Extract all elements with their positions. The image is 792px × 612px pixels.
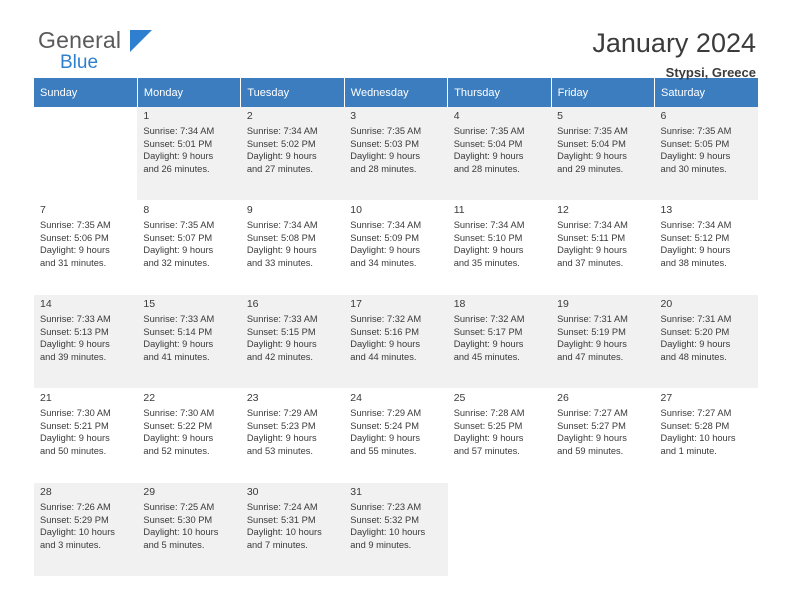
day-sunrise: Sunrise: 7:31 AM — [557, 314, 628, 324]
day-number: 29 — [143, 486, 156, 498]
logo-text-blue: Blue — [60, 52, 99, 73]
weekday-header-sunday: Sunday — [34, 78, 137, 107]
calendar-day-cell[interactable] — [344, 295, 447, 389]
day-sunset: Sunset: 5:28 PM — [660, 420, 730, 431]
day-daylight2: and 53 minutes. — [246, 445, 313, 456]
day-daylight2: and 30 minutes. — [660, 163, 727, 174]
calendar-day-cell[interactable] — [448, 295, 551, 389]
day-daylight1: Daylight: 9 hours — [246, 433, 317, 444]
day-number: 7 — [40, 204, 46, 216]
day-sunrise: Sunrise: 7:35 AM — [557, 126, 628, 136]
day-sunset: Sunset: 5:14 PM — [143, 326, 213, 337]
day-number: 12 — [557, 204, 569, 216]
day-sunrise: Sunrise: 7:33 AM — [40, 314, 111, 324]
day-daylight1: Daylight: 9 hours — [557, 433, 627, 444]
calendar-day-cell[interactable] — [655, 107, 758, 201]
day-sunrise: Sunrise: 7:34 AM — [246, 220, 318, 230]
day-daylight1: Daylight: 9 hours — [143, 151, 214, 162]
day-sunrise: Sunrise: 7:34 AM — [246, 126, 318, 136]
calendar-day-cell[interactable] — [655, 295, 758, 389]
day-daylight2: and 44 minutes. — [350, 351, 417, 362]
day-sunset: Sunset: 5:16 PM — [350, 326, 419, 337]
day-daylight2: and 9 minutes. — [350, 539, 412, 550]
day-sunrise: Sunrise: 7:32 AM — [453, 314, 525, 324]
day-sunrise: Sunrise: 7:30 AM — [40, 408, 111, 418]
day-number: 19 — [557, 298, 569, 310]
day-daylight2: and 38 minutes. — [660, 257, 727, 268]
day-number: 24 — [350, 392, 362, 404]
day-daylight2: and 26 minutes. — [143, 163, 210, 174]
calendar-cell-empty — [448, 483, 551, 577]
day-sunset: Sunset: 5:04 PM — [557, 138, 626, 149]
day-daylight1: Daylight: 9 hours — [453, 151, 524, 162]
day-sunrise: Sunrise: 7:34 AM — [453, 220, 525, 230]
day-number: 3 — [350, 110, 357, 122]
day-daylight2: and 3 minutes. — [40, 539, 101, 550]
day-sunrise: Sunrise: 7:28 AM — [453, 408, 525, 418]
calendar-day-cell[interactable] — [241, 295, 344, 389]
day-sunset: Sunset: 5:09 PM — [350, 232, 419, 243]
day-sunset: Sunset: 5:13 PM — [40, 326, 109, 337]
day-daylight1: Daylight: 9 hours — [453, 245, 524, 256]
day-daylight1: Daylight: 10 hours — [350, 527, 426, 538]
logo — [34, 28, 238, 73]
day-daylight1: Daylight: 9 hours — [350, 433, 421, 444]
day-number: 10 — [350, 204, 362, 216]
calendar-week-row — [34, 201, 758, 295]
calendar-day-cell[interactable] — [655, 201, 758, 295]
day-daylight2: and 7 minutes. — [246, 539, 308, 550]
calendar-day-cell[interactable] — [137, 483, 240, 577]
calendar-week-row — [34, 389, 758, 483]
calendar-day-cell[interactable] — [34, 483, 137, 577]
day-daylight1: Daylight: 10 hours — [660, 433, 736, 444]
day-sunset: Sunset: 5:22 PM — [143, 420, 213, 431]
day-daylight2: and 28 minutes. — [453, 163, 520, 174]
day-sunset: Sunset: 5:07 PM — [143, 232, 213, 243]
day-sunrise: Sunrise: 7:23 AM — [350, 502, 422, 512]
day-sunrise: Sunrise: 7:35 AM — [40, 220, 111, 230]
day-daylight1: Daylight: 9 hours — [246, 339, 317, 350]
day-number: 5 — [557, 110, 563, 122]
day-daylight1: Daylight: 9 hours — [143, 245, 214, 256]
day-number: 15 — [143, 298, 156, 310]
day-daylight2: and 31 minutes. — [40, 257, 107, 268]
day-sunrise: Sunrise: 7:29 AM — [246, 408, 318, 418]
day-number: 26 — [557, 392, 569, 404]
calendar-cell-empty — [551, 483, 654, 577]
weekday-header-monday: Monday — [137, 78, 240, 107]
day-daylight1: Daylight: 9 hours — [660, 245, 731, 256]
day-number: 27 — [660, 392, 673, 404]
day-number: 25 — [453, 392, 466, 404]
day-sunset: Sunset: 5:27 PM — [557, 420, 626, 431]
day-daylight1: Daylight: 9 hours — [350, 339, 421, 350]
day-sunrise: Sunrise: 7:35 AM — [453, 126, 525, 136]
title-block — [592, 28, 758, 80]
day-daylight2: and 28 minutes. — [350, 163, 417, 174]
day-daylight1: Daylight: 9 hours — [40, 245, 110, 256]
weekday-header-thursday: Thursday — [448, 78, 551, 107]
day-daylight2: and 35 minutes. — [453, 257, 520, 268]
day-sunset: Sunset: 5:30 PM — [143, 514, 213, 525]
day-daylight2: and 5 minutes. — [143, 539, 205, 550]
day-sunrise: Sunrise: 7:35 AM — [143, 220, 215, 230]
calendar-day-cell[interactable] — [551, 201, 654, 295]
day-sunrise: Sunrise: 7:35 AM — [350, 126, 422, 136]
day-sunset: Sunset: 5:29 PM — [40, 514, 109, 525]
calendar-day-cell[interactable] — [241, 483, 344, 577]
day-number: 11 — [453, 204, 465, 216]
day-number: 6 — [660, 110, 667, 122]
day-number: 22 — [143, 392, 156, 404]
day-number: 20 — [660, 298, 673, 310]
day-number: 8 — [143, 204, 150, 216]
calendar-table — [34, 78, 758, 577]
day-number: 18 — [453, 298, 466, 310]
day-sunset: Sunset: 5:21 PM — [40, 420, 109, 431]
day-number: 23 — [246, 392, 259, 404]
day-sunset: Sunset: 5:20 PM — [660, 326, 730, 337]
day-daylight1: Daylight: 9 hours — [246, 245, 317, 256]
day-sunrise: Sunrise: 7:30 AM — [143, 408, 215, 418]
day-number: 9 — [246, 204, 253, 216]
day-sunrise: Sunrise: 7:25 AM — [143, 502, 215, 512]
calendar-day-cell[interactable] — [344, 483, 447, 577]
day-daylight2: and 45 minutes. — [453, 351, 520, 362]
day-sunset: Sunset: 5:12 PM — [660, 232, 730, 243]
calendar-day-cell[interactable] — [34, 201, 137, 295]
day-sunrise: Sunrise: 7:35 AM — [660, 126, 732, 136]
day-sunset: Sunset: 5:23 PM — [246, 420, 316, 431]
day-number: 31 — [350, 486, 362, 498]
weekday-header-wednesday: Wednesday — [344, 78, 447, 107]
day-daylight2: and 48 minutes. — [660, 351, 727, 362]
calendar-day-cell[interactable] — [34, 389, 137, 483]
day-daylight2: and 39 minutes. — [40, 351, 107, 362]
day-sunrise: Sunrise: 7:26 AM — [40, 502, 111, 512]
day-number: 13 — [660, 204, 673, 216]
day-daylight2: and 41 minutes. — [143, 351, 210, 362]
day-daylight1: Daylight: 10 hours — [143, 527, 219, 538]
day-daylight2: and 1 minute. — [660, 445, 717, 456]
calendar-day-cell[interactable] — [137, 295, 240, 389]
day-sunset: Sunset: 5:02 PM — [246, 138, 316, 149]
day-sunrise: Sunrise: 7:29 AM — [350, 408, 422, 418]
day-daylight2: and 27 minutes. — [246, 163, 313, 174]
calendar-day-cell[interactable] — [551, 295, 654, 389]
day-number: 2 — [246, 110, 253, 122]
day-daylight1: Daylight: 9 hours — [660, 339, 731, 350]
day-sunrise: Sunrise: 7:27 AM — [660, 408, 732, 418]
calendar-day-cell[interactable] — [551, 107, 654, 201]
day-number: 21 — [40, 392, 52, 404]
calendar-day-cell[interactable] — [137, 389, 240, 483]
day-daylight1: Daylight: 10 hours — [40, 527, 115, 538]
day-daylight2: and 33 minutes. — [246, 257, 313, 268]
day-daylight1: Daylight: 9 hours — [350, 151, 421, 162]
calendar-week-row — [34, 295, 758, 389]
day-daylight1: Daylight: 9 hours — [143, 339, 214, 350]
logo-triangle-icon — [130, 30, 152, 52]
day-daylight1: Daylight: 9 hours — [143, 433, 214, 444]
calendar-week-row — [34, 107, 758, 201]
day-daylight1: Daylight: 9 hours — [557, 151, 627, 162]
page-header — [34, 0, 758, 80]
calendar-day-cell[interactable] — [448, 201, 551, 295]
calendar-day-cell[interactable] — [137, 107, 240, 201]
day-sunset: Sunset: 5:25 PM — [453, 420, 523, 431]
calendar-day-cell[interactable] — [551, 389, 654, 483]
location-label: Stypsi, Greece — [665, 65, 756, 80]
day-sunset: Sunset: 5:11 PM — [557, 232, 626, 243]
calendar-week-row — [34, 483, 758, 577]
day-daylight2: and 59 minutes. — [557, 445, 624, 456]
weekday-header-friday: Friday — [551, 78, 654, 107]
day-number: 16 — [246, 298, 259, 310]
day-daylight1: Daylight: 9 hours — [660, 151, 731, 162]
day-sunset: Sunset: 5:24 PM — [350, 420, 419, 431]
day-sunset: Sunset: 5:03 PM — [350, 138, 419, 149]
day-daylight2: and 47 minutes. — [557, 351, 624, 362]
day-sunrise: Sunrise: 7:34 AM — [660, 220, 732, 230]
day-daylight2: and 29 minutes. — [557, 163, 624, 174]
day-daylight2: and 42 minutes. — [246, 351, 313, 362]
day-sunset: Sunset: 5:05 PM — [660, 138, 730, 149]
calendar-day-cell[interactable] — [241, 389, 344, 483]
day-number: 4 — [453, 110, 460, 122]
day-daylight2: and 52 minutes. — [143, 445, 210, 456]
day-daylight1: Daylight: 9 hours — [350, 245, 421, 256]
day-sunset: Sunset: 5:31 PM — [246, 514, 316, 525]
day-sunset: Sunset: 5:17 PM — [453, 326, 523, 337]
calendar-day-cell[interactable] — [344, 201, 447, 295]
calendar-day-cell[interactable] — [137, 201, 240, 295]
day-daylight2: and 34 minutes. — [350, 257, 417, 268]
calendar-day-cell[interactable] — [448, 389, 551, 483]
day-daylight2: and 37 minutes. — [557, 257, 624, 268]
day-daylight1: Daylight: 9 hours — [557, 339, 627, 350]
day-number: 30 — [246, 486, 259, 498]
day-sunset: Sunset: 5:19 PM — [557, 326, 626, 337]
calendar-day-cell[interactable] — [655, 389, 758, 483]
calendar-day-cell[interactable] — [344, 107, 447, 201]
day-daylight2: and 32 minutes. — [143, 257, 210, 268]
day-number: 14 — [40, 298, 52, 310]
calendar-day-cell[interactable] — [241, 201, 344, 295]
day-sunrise: Sunrise: 7:33 AM — [143, 314, 215, 324]
page-title: January 2024 — [592, 28, 756, 58]
calendar-cell-empty — [34, 107, 137, 201]
weekday-header-row — [34, 78, 758, 107]
calendar-day-cell[interactable] — [34, 295, 137, 389]
day-number: 1 — [143, 110, 150, 122]
day-sunset: Sunset: 5:08 PM — [246, 232, 316, 243]
day-sunset: Sunset: 5:06 PM — [40, 232, 109, 243]
day-sunrise: Sunrise: 7:34 AM — [143, 126, 215, 136]
day-sunrise: Sunrise: 7:31 AM — [660, 314, 732, 324]
day-daylight1: Daylight: 9 hours — [453, 339, 524, 350]
day-daylight1: Daylight: 9 hours — [246, 151, 317, 162]
day-sunset: Sunset: 5:01 PM — [143, 138, 213, 149]
day-daylight2: and 57 minutes. — [453, 445, 520, 456]
day-daylight1: Daylight: 9 hours — [40, 339, 110, 350]
weekday-header-tuesday: Tuesday — [241, 78, 344, 107]
day-daylight1: Daylight: 10 hours — [246, 527, 322, 538]
day-sunset: Sunset: 5:10 PM — [453, 232, 523, 243]
calendar-day-cell[interactable] — [344, 389, 447, 483]
day-sunrise: Sunrise: 7:34 AM — [350, 220, 422, 230]
day-sunset: Sunset: 5:15 PM — [246, 326, 316, 337]
logo-text-general: General — [38, 27, 122, 53]
day-sunrise: Sunrise: 7:27 AM — [557, 408, 628, 418]
day-sunrise: Sunrise: 7:24 AM — [246, 502, 318, 512]
day-sunrise: Sunrise: 7:32 AM — [350, 314, 422, 324]
day-sunset: Sunset: 5:04 PM — [453, 138, 523, 149]
calendar-day-cell[interactable] — [241, 107, 344, 201]
day-daylight2: and 50 minutes. — [40, 445, 107, 456]
day-sunset: Sunset: 5:32 PM — [350, 514, 419, 525]
calendar-day-cell[interactable] — [448, 107, 551, 201]
calendar-cell-empty — [655, 483, 758, 577]
day-daylight1: Daylight: 9 hours — [453, 433, 524, 444]
day-sunrise: Sunrise: 7:34 AM — [557, 220, 628, 230]
weekday-header-saturday: Saturday — [655, 78, 758, 107]
day-sunrise: Sunrise: 7:33 AM — [246, 314, 318, 324]
day-daylight1: Daylight: 9 hours — [557, 245, 627, 256]
day-daylight2: and 55 minutes. — [350, 445, 417, 456]
day-number: 17 — [350, 298, 362, 310]
day-number: 28 — [40, 486, 52, 498]
day-daylight1: Daylight: 9 hours — [40, 433, 110, 444]
